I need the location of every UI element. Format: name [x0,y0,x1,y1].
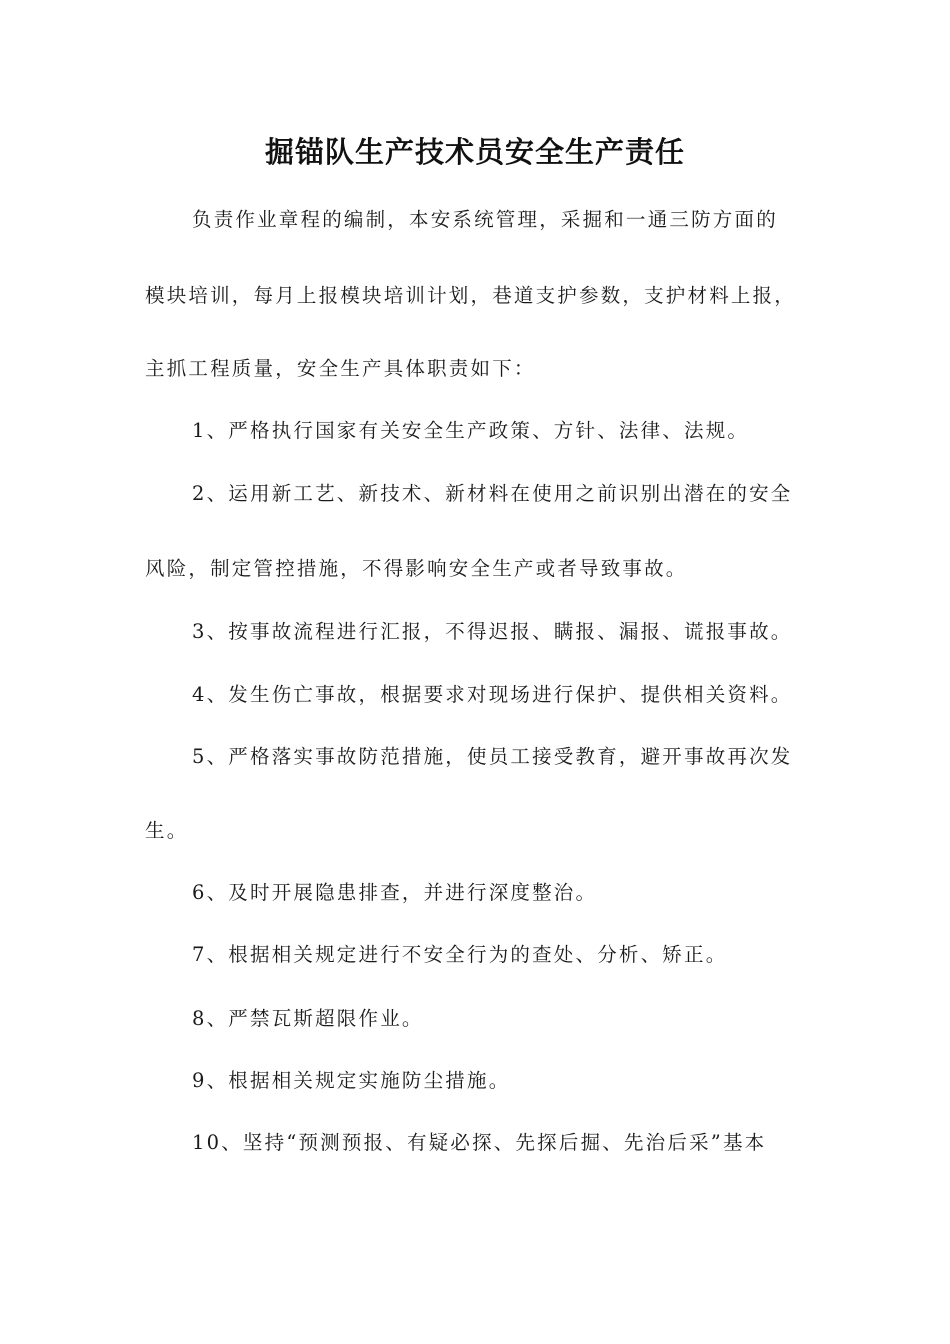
duty-item-3: 3、按事故流程进行汇报，不得迟报、瞒报、漏报、谎报事故。 [192,620,793,643]
duty-item-10: 10、坚持“预测预报、有疑必探、先探后掘、先治后采”基本 [192,1131,767,1154]
duty-item-9: 9、根据相关规定实施防尘措施。 [192,1069,511,1092]
duty-item-4: 4、发生伤亡事故，根据要求对现场进行保护、提供相关资料。 [192,683,793,706]
duty-item-2: 2、运用新工艺、新技术、新材料在使用之前识别出潜在的安全 [192,482,793,505]
duty-item-2-continued: 风险，制定管控措施，不得影响安全生产或者导致事故。 [145,557,688,580]
duty-item-1: 1、严格执行国家有关安全生产政策、方针、法律、法规。 [192,419,750,442]
duty-item-6: 6、及时开展隐患排查，并进行深度整治。 [192,881,598,904]
intro-line-1: 负责作业章程的编制，本安系统管理，采掘和一通三防方面的 [192,208,778,231]
intro-line-2: 模块培训，每月上报模块培训计划，巷道支护参数，支护材料上报， [145,284,797,307]
document-title: 掘锚队生产技术员安全生产责任 [264,135,685,169]
duty-item-8: 8、严禁瓦斯超限作业。 [192,1007,424,1030]
duty-item-5: 5、严格落实事故防范措施，使员工接受教育，避开事故再次发 [192,745,793,768]
intro-line-3: 主抓工程质量，安全生产具体职责如下： [145,357,536,380]
duty-item-5-continued: 生。 [145,819,189,842]
duty-item-7: 7、根据相关规定进行不安全行为的查处、分析、矫正。 [192,943,728,966]
